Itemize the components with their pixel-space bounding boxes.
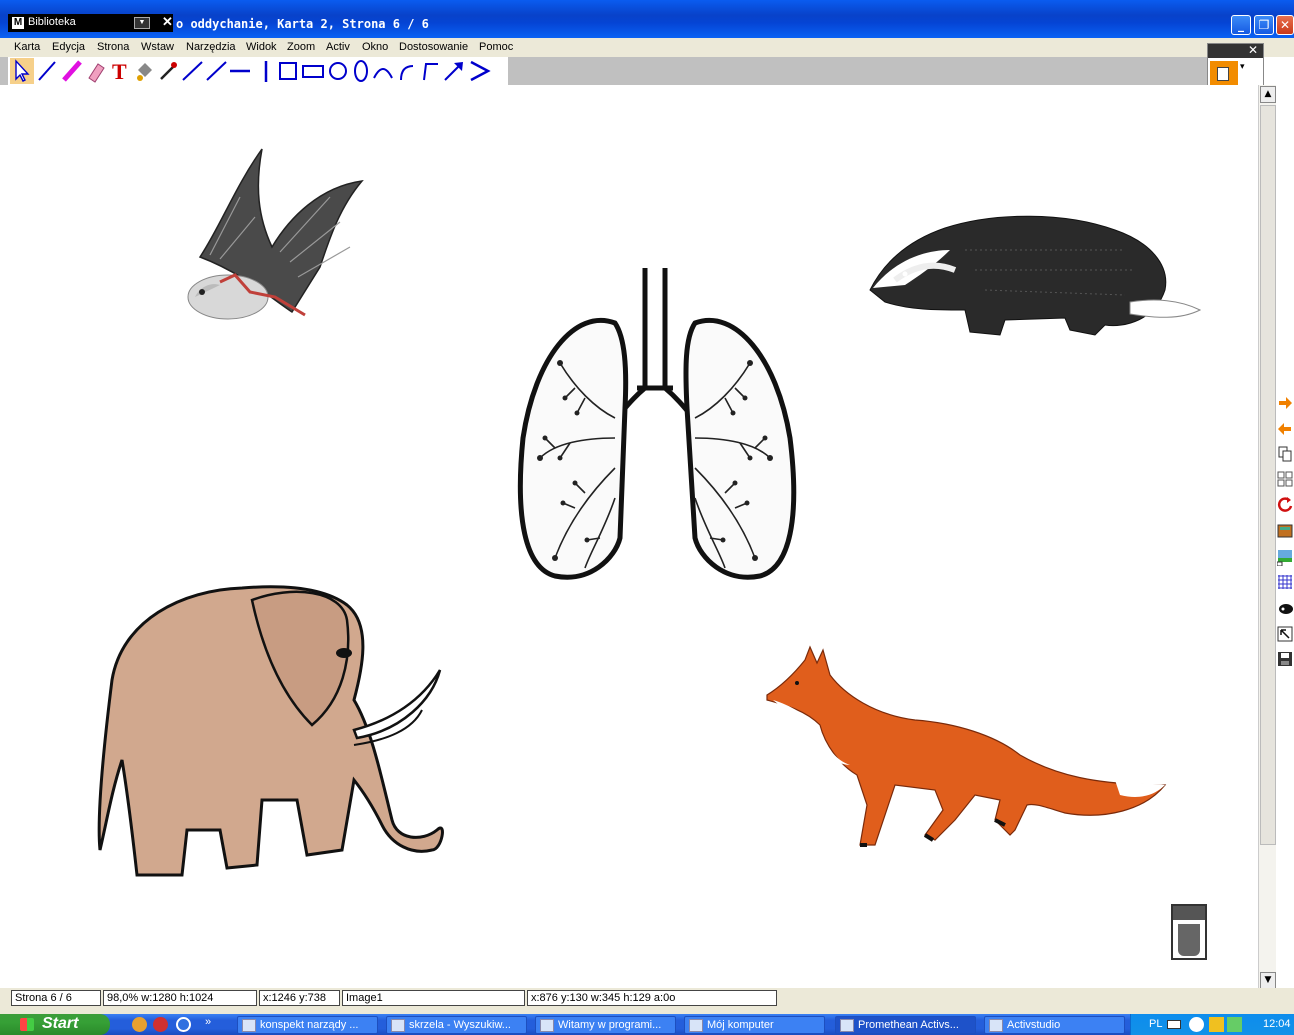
- task-label: skrzela - Wyszukiw...: [409, 1019, 511, 1031]
- pointer-icon[interactable]: [1277, 625, 1293, 643]
- scroll-up-arrow-icon[interactable]: ▲: [1260, 86, 1276, 103]
- browser-icon[interactable]: [153, 1017, 168, 1032]
- menu-pomoc[interactable]: Pomoc: [479, 41, 514, 53]
- menu-karta[interactable]: Karta: [14, 41, 41, 53]
- toolbar: [0, 57, 1260, 85]
- ellipse-icon[interactable]: [349, 58, 373, 84]
- eraser-icon[interactable]: [84, 58, 108, 84]
- mini-panel-close-button[interactable]: ✕: [1247, 43, 1258, 57]
- task-label: konspekt narządy ...: [260, 1019, 359, 1031]
- promethean-icon: [540, 1019, 554, 1032]
- activstudio-icon: [989, 1019, 1003, 1032]
- scroll-thumb[interactable]: [1260, 105, 1276, 845]
- library-dropdown-icon[interactable]: ▼: [134, 17, 150, 29]
- system-tray: [1130, 1014, 1294, 1035]
- diagonal-line-icon[interactable]: [204, 58, 228, 84]
- elephant-image[interactable]: [92, 580, 457, 885]
- windows-taskbar: [0, 1014, 1294, 1035]
- start-button[interactable]: [0, 1014, 110, 1035]
- task-label: Witamy w programi...: [558, 1019, 662, 1031]
- quicklaunch-overflow-icon[interactable]: »: [205, 1016, 212, 1028]
- menu-wstaw[interactable]: Wstaw: [141, 41, 174, 53]
- next-page-icon[interactable]: [1277, 394, 1293, 412]
- tool-strip: [8, 57, 508, 85]
- task-witamy[interactable]: [535, 1016, 676, 1034]
- status-page: Strona 6 / 6: [11, 990, 101, 1006]
- image-icon[interactable]: [1277, 548, 1293, 566]
- prev-page-icon[interactable]: [1277, 420, 1293, 438]
- trash-bin: [1178, 924, 1200, 956]
- horizontal-line-icon[interactable]: [228, 58, 252, 84]
- keyboard-icon[interactable]: [1167, 1020, 1181, 1029]
- menu-widok[interactable]: Widok: [246, 41, 277, 53]
- arc-icon[interactable]: [371, 58, 395, 84]
- flipchart-canvas[interactable]: [0, 85, 1258, 990]
- task-label: Mój komputer: [707, 1019, 774, 1031]
- dropper-icon[interactable]: [156, 58, 180, 84]
- menu-bar: [0, 38, 1294, 57]
- status-selection: x:876 y:130 w:345 h:129 a:0o: [527, 990, 777, 1006]
- highlighter-icon[interactable]: [60, 58, 84, 84]
- mini-panel-header: [1208, 44, 1263, 58]
- computer-icon: [689, 1019, 703, 1032]
- grid-icon[interactable]: [1277, 574, 1293, 592]
- status-object: Image1: [342, 990, 525, 1006]
- start-label: Start: [42, 1015, 79, 1032]
- back-arrow-icon[interactable]: [1189, 1017, 1204, 1032]
- status-cursor: x:1246 y:738: [259, 990, 340, 1006]
- desktop-icon[interactable]: [132, 1017, 147, 1032]
- circle-icon[interactable]: [326, 58, 350, 84]
- mini-toolbox-panel[interactable]: [1207, 43, 1264, 89]
- fox-image[interactable]: [765, 645, 1170, 860]
- security-icon[interactable]: [1209, 1017, 1224, 1032]
- scroll-down-arrow-icon[interactable]: ▼: [1260, 972, 1276, 989]
- menu-zoom[interactable]: Zoom: [287, 41, 316, 53]
- menu-strona[interactable]: Strona: [97, 41, 130, 53]
- task-label: Activstudio: [1007, 1019, 1061, 1031]
- maximize-button[interactable]: ❐: [1254, 15, 1274, 35]
- status-zoom: 98,0% w:1280 h:1024: [103, 990, 257, 1006]
- fill-icon[interactable]: [132, 58, 156, 84]
- library-icon: M: [13, 17, 23, 28]
- lungs-image[interactable]: [515, 268, 805, 583]
- task-activstudio[interactable]: [984, 1016, 1125, 1034]
- ie-page-icon: [391, 1019, 405, 1032]
- menu-okno[interactable]: Okno: [362, 41, 389, 53]
- rectangle-icon[interactable]: [301, 58, 325, 84]
- pen-icon[interactable]: [35, 58, 59, 84]
- page-side-toolbar: [1276, 390, 1294, 680]
- close-button[interactable]: ✕: [1276, 15, 1294, 35]
- menu-narzedzia[interactable]: Narzędzia: [186, 41, 236, 53]
- ie-icon[interactable]: [176, 1017, 191, 1032]
- vertical-scrollbar[interactable]: [1258, 85, 1276, 990]
- mask-icon[interactable]: [1277, 600, 1293, 618]
- text-icon[interactable]: [108, 58, 132, 84]
- book-icon[interactable]: [1277, 522, 1293, 540]
- curve-icon[interactable]: [395, 58, 419, 84]
- library-label: Biblioteka: [28, 16, 76, 28]
- window-title: o oddychanie, Karta 2, Strona 6 / 6: [176, 17, 429, 31]
- task-label: Promethean Activs...: [858, 1019, 959, 1031]
- page-tool-icon[interactable]: [1210, 61, 1238, 87]
- promethean-icon: [840, 1019, 854, 1032]
- copy-page-icon[interactable]: [1277, 445, 1293, 463]
- task-skrzela[interactable]: [386, 1016, 527, 1034]
- chevron-icon[interactable]: [467, 58, 491, 84]
- status-bar: [0, 988, 1294, 1014]
- trash-lid: [1173, 906, 1205, 920]
- language-indicator[interactable]: PL: [1149, 1018, 1163, 1030]
- library-panel[interactable]: [8, 14, 173, 32]
- minimize-button[interactable]: _: [1231, 15, 1251, 35]
- pages-icon[interactable]: [1277, 470, 1293, 488]
- vertical-line-icon[interactable]: [254, 58, 278, 84]
- library-close-button[interactable]: ✕: [162, 14, 173, 29]
- bat-image[interactable]: [180, 147, 370, 327]
- refresh-icon[interactable]: [1277, 496, 1293, 514]
- title-bar: [0, 0, 1294, 38]
- menu-edycja[interactable]: Edycja: [52, 41, 86, 53]
- trash-can-icon[interactable]: [1171, 904, 1207, 960]
- select-arrow-icon[interactable]: [10, 58, 34, 84]
- menu-dostosowanie[interactable]: Dostosowanie: [399, 41, 469, 53]
- arrow-icon[interactable]: [442, 58, 466, 84]
- task-konspekt[interactable]: [237, 1016, 378, 1034]
- task-promethean[interactable]: [835, 1016, 976, 1034]
- windows-flag-icon: [20, 1018, 34, 1031]
- menu-activ[interactable]: Activ: [326, 41, 350, 53]
- square-icon[interactable]: [276, 58, 300, 84]
- word-doc-icon: [242, 1019, 256, 1032]
- task-moj-komputer[interactable]: [684, 1016, 825, 1034]
- badger-image[interactable]: [865, 210, 1205, 340]
- chevron-down-icon[interactable]: ▾: [1240, 62, 1245, 72]
- connector-icon[interactable]: [418, 58, 442, 84]
- save-icon[interactable]: [1277, 650, 1293, 668]
- clock: 12:04: [1263, 1018, 1291, 1030]
- line-icon[interactable]: [180, 58, 204, 84]
- svg-text:T: T: [112, 59, 127, 84]
- network-icon[interactable]: [1227, 1017, 1242, 1032]
